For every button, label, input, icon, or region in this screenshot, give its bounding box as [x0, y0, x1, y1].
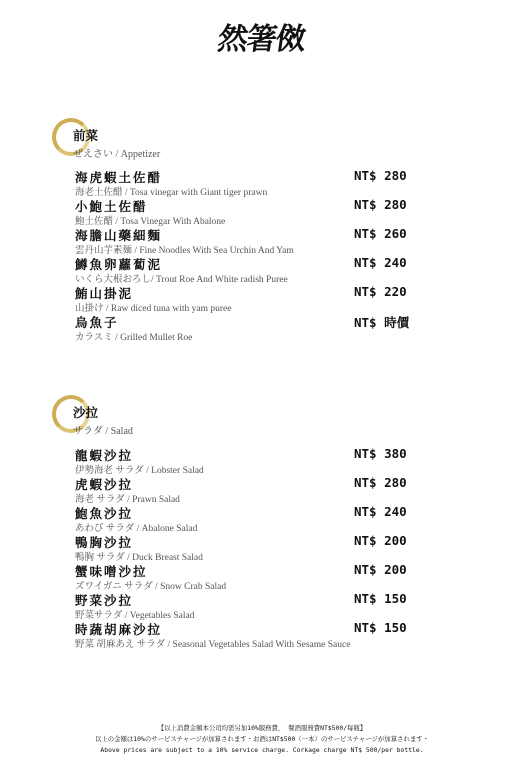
- item-description: いくら大根おろし/ Trout Roe And White radish Puree: [75, 275, 288, 285]
- menu-item: [58, 313, 478, 342]
- item-name: 虎蝦沙拉: [75, 477, 134, 492]
- item-name: 龍蝦沙拉: [75, 448, 134, 463]
- item-price: NT$ 240: [354, 255, 407, 270]
- item-price: NT$ 時價: [354, 315, 410, 330]
- menu-item: [58, 284, 478, 313]
- item-price: NT$ 280: [354, 197, 407, 212]
- item-description: 鮑土佐醋 / Tosa Vinegar With Abalone: [75, 217, 226, 227]
- menu-item: [58, 562, 478, 591]
- menu-item: [58, 620, 478, 649]
- menu-item: [58, 255, 478, 284]
- appetizer-section: [58, 126, 478, 342]
- section-title: 前菜: [73, 128, 99, 143]
- menu-item: [58, 446, 478, 475]
- restaurant-logo: 然箸傚: [215, 22, 308, 57]
- section-header: [58, 403, 478, 437]
- item-price: NT$ 260: [354, 226, 407, 241]
- menu-item: [58, 591, 478, 620]
- item-description: 海老 サラダ / Prawn Salad: [75, 495, 180, 505]
- item-name: 鴨胸沙拉: [75, 535, 134, 550]
- menu-item: [58, 504, 478, 533]
- item-price: NT$ 200: [354, 562, 407, 577]
- item-name: 小鮑土佐醋: [75, 199, 148, 214]
- item-name: 鮑魚沙拉: [75, 506, 134, 521]
- footer-line-ja: 以上の金額は10%のサービスチャージが加算されます・お酒はNT$500（一本）のサービスチャージが加算されます・: [94, 735, 430, 743]
- menu-list: [58, 446, 478, 649]
- item-price: NT$ 240: [354, 504, 407, 519]
- menu-item: [58, 475, 478, 504]
- section-title: 沙拉: [73, 405, 99, 420]
- item-description: あわび サラダ / Abalone Salad: [75, 524, 198, 534]
- menu-item: [58, 197, 478, 226]
- item-name: 烏魚子: [75, 315, 119, 330]
- item-description: 野菜 胡麻あえ サラダ / Seasonal Vegetables Salad With Sesame Sauce: [75, 640, 351, 650]
- item-price: NT$ 280: [354, 168, 407, 183]
- item-name: 時蔬胡麻沙拉: [75, 622, 163, 637]
- item-price: NT$ 200: [354, 533, 407, 548]
- item-description: 雲丹山芋素麺 / Fine Noodles With Sea Urchin And Yam: [75, 246, 294, 256]
- item-description: 伊勢海老 サラダ / Lobster Salad: [75, 466, 204, 476]
- item-price: NT$ 220: [354, 284, 407, 299]
- item-name: 海虎蝦土佐醋: [75, 170, 163, 185]
- section-header: [58, 126, 478, 160]
- item-description: カラスミ / Grilled Mullet Roe: [75, 333, 193, 343]
- menu-item: [58, 168, 478, 197]
- item-description: 山掛け / Raw diced tuna with yam puree: [75, 304, 232, 314]
- item-description: 野菜サラダ / Vegetables Salad: [75, 611, 195, 621]
- menu-item: [58, 533, 478, 562]
- menu-list: [58, 168, 478, 342]
- item-description: ズワイガニ サラダ / Snow Crab Salad: [75, 582, 227, 592]
- item-price: NT$ 380: [354, 446, 407, 461]
- item-price: NT$ 150: [354, 620, 407, 635]
- footer-line-en: Above prices are subject to a 10% service charge. Corkage charge NT$ 500/per bottle.: [100, 746, 424, 754]
- item-price: NT$ 150: [354, 591, 407, 606]
- footer-line-zh: 【以上消費金額本公司均需另加10%服務費， 餐酒服務費NT$500/每瓶】: [157, 724, 367, 732]
- menu-item: [58, 226, 478, 255]
- item-name: 蟹味噌沙拉: [75, 564, 148, 579]
- section-subtitle: ぜえさい / Appetizer: [73, 149, 161, 160]
- item-name: 野菜沙拉: [75, 593, 134, 608]
- item-description: 海老土佐醋 / Tosa vinegar with Giant tiger prawn: [75, 188, 268, 198]
- item-price: NT$ 280: [354, 475, 407, 490]
- salad-section: [58, 403, 478, 649]
- item-name: 海膽山藥細麵: [75, 228, 163, 243]
- footer-notice: [0, 723, 524, 756]
- item-name: 鱒魚卵蘿蔔泥: [75, 257, 163, 272]
- section-subtitle: サラダ / Salad: [73, 426, 133, 437]
- item-description: 鴨胸 サラダ / Duck Breast Salad: [75, 553, 203, 563]
- item-name: 鮪山掛泥: [75, 286, 134, 301]
